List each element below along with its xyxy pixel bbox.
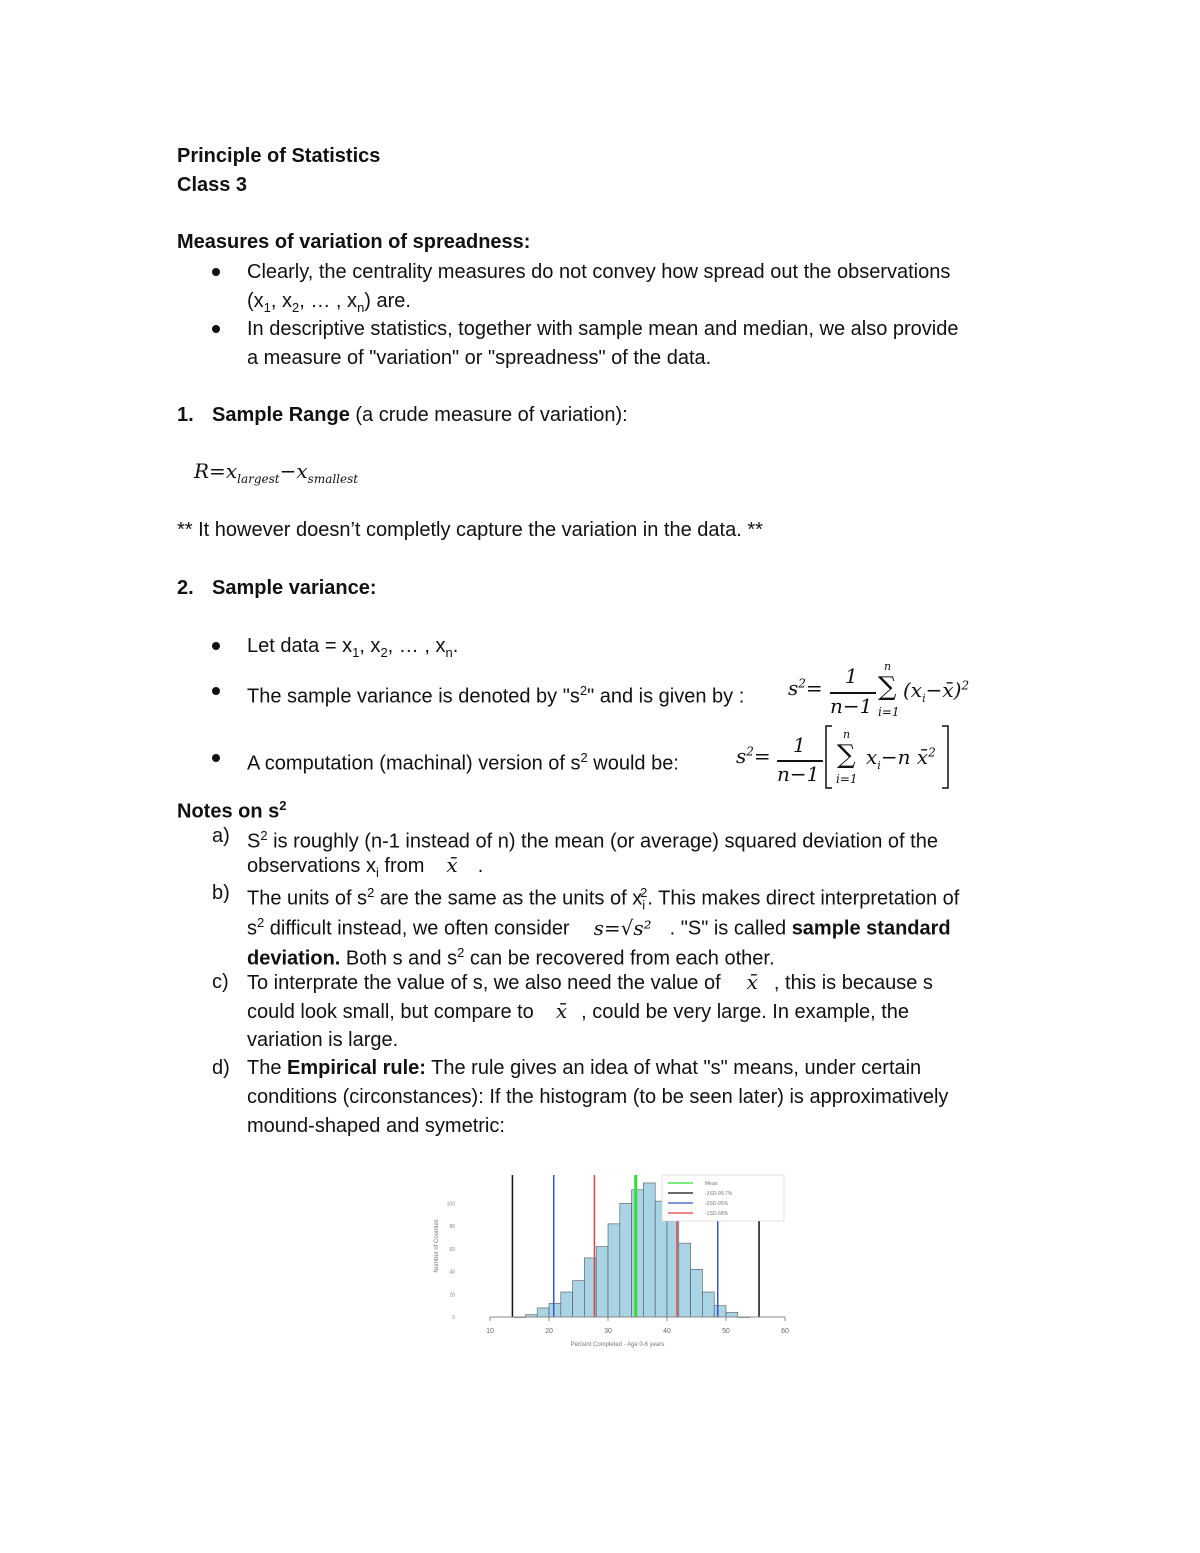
bullet-marker [212,754,220,762]
intro-bullet-1-line-1: Clearly, the centrality measures do not convey how spread out the observations [247,261,951,283]
variance-bullet-3: A computation (machinal) version of $s^2$ would be: [247,750,679,775]
y-tick-label: 20 [449,1292,455,1299]
x-tick-label: 10 [486,1328,494,1335]
x-axis-label: Percent Completed - Age 0-6 years [570,1342,665,1348]
note-c-label: c) [212,971,229,993]
note-c-line-1: To interprate the value of s, we also need the value of x̄ , this is because s [247,970,933,994]
note-c-line-3: variation is large. [247,1029,399,1051]
note-d-line-3: mound-shaped and symetric: [247,1115,505,1137]
histogram-bar [537,1308,549,1317]
intro-bullet-2-line-1: In descriptive statistics, together with sample mean and median, we also provide [247,318,959,340]
note-b-line-2: $s^2$ difficult instead, we often consider s=√s² . "S" is called sample standard [247,915,951,940]
legend-label: -3SD-99.7% [705,1191,733,1197]
histogram-bar [632,1190,644,1317]
histogram-bar [643,1183,655,1317]
legend-label: -2SD-95% [705,1201,729,1207]
y-tick-label: 60 [449,1246,455,1253]
histogram-bar [561,1292,573,1317]
note-a-line-2: observations $x_i$ from x̄ . [247,853,484,880]
item-2-heading: Sample variance: [212,577,377,599]
range-formula: $R=x_{largest}-x_{smallest}$ [194,459,359,486]
document-title: Principle of Statistics [177,145,381,167]
legend-label: -1SD-68% [705,1211,729,1217]
x-tick-label: 50 [722,1328,730,1335]
x-tick-label: 20 [545,1328,553,1335]
note-b-line-3: deviation. Both s and $s^2$ can be recovered from each other. [247,945,775,970]
intro-bullet-2-line-2: a measure of "variation" or "spreadness" of the data. [247,347,712,369]
bullet-marker [212,642,220,650]
range-note: ** It however doesn’t completly capture the variation in the data. ** [177,519,763,541]
histogram-bar [573,1281,585,1317]
note-a-line-1: $S^2$ is roughly (n-1 instead of n) the mean (or average) squared deviation of the [247,828,938,853]
histogram-bar [691,1269,703,1317]
histogram-bar [620,1203,632,1317]
note-a-label: a) [212,825,230,847]
section-heading: Measures of variation of spreadness: [177,231,531,253]
item-2-number: 2. [177,577,194,599]
notes-heading: Notes on $s^2$ [177,798,287,823]
bullet-marker [212,268,220,276]
y-tick-label: 0 [452,1315,455,1321]
empirical-rule-histogram [425,1165,795,1355]
note-b-label: b) [212,882,230,904]
variance-bullet-1: Let data = $x_1$, $x_2$, … , $x_n$. [247,635,459,660]
bullet-marker [212,687,220,695]
y-tick-label: 40 [449,1269,455,1276]
histogram-bar [608,1224,620,1317]
histogram-bar [726,1312,738,1317]
histogram-bar [714,1306,726,1317]
y-axis-label: Number of Counties [434,1219,440,1273]
document-subtitle: Class 3 [177,174,248,196]
histogram-bar [596,1247,608,1317]
histogram-bar [549,1303,561,1317]
histogram-bar [679,1243,691,1317]
item-1-heading: Sample Range (a crude measure of variation): [212,404,628,426]
item-1-number: 1. [177,404,194,426]
note-d-label: d) [212,1057,230,1079]
note-b-line-1: The units of $s^2$ are the same as the units of $x_i^2$. This makes direct interpretation of [247,885,960,913]
note-c-line-2: could look small, but compare to x̄ , could be very large. In example, the [247,999,910,1023]
x-tick-label: 40 [663,1328,671,1335]
note-d-line-2: conditions (circonstances): If the histogram (to be seen later) is approximatively [247,1086,949,1108]
bullet-marker [212,325,220,333]
variance-bullet-2: The sample variance is denoted by "$s^2$" and is given by : [247,683,745,708]
histogram-bar [702,1292,714,1317]
intro-bullet-1-line-2: ($x_1$, $x_2$, … , $x_n$) are. [247,290,411,315]
x-tick-label: 30 [604,1328,612,1335]
y-tick-label: 100 [446,1201,455,1208]
legend-label: Mean [705,1181,718,1187]
y-tick-label: 80 [449,1224,455,1231]
note-d-line-1: The Empirical rule: The rule gives an idea of what "s" means, under certain [247,1057,922,1079]
x-tick-label: 60 [781,1328,789,1335]
